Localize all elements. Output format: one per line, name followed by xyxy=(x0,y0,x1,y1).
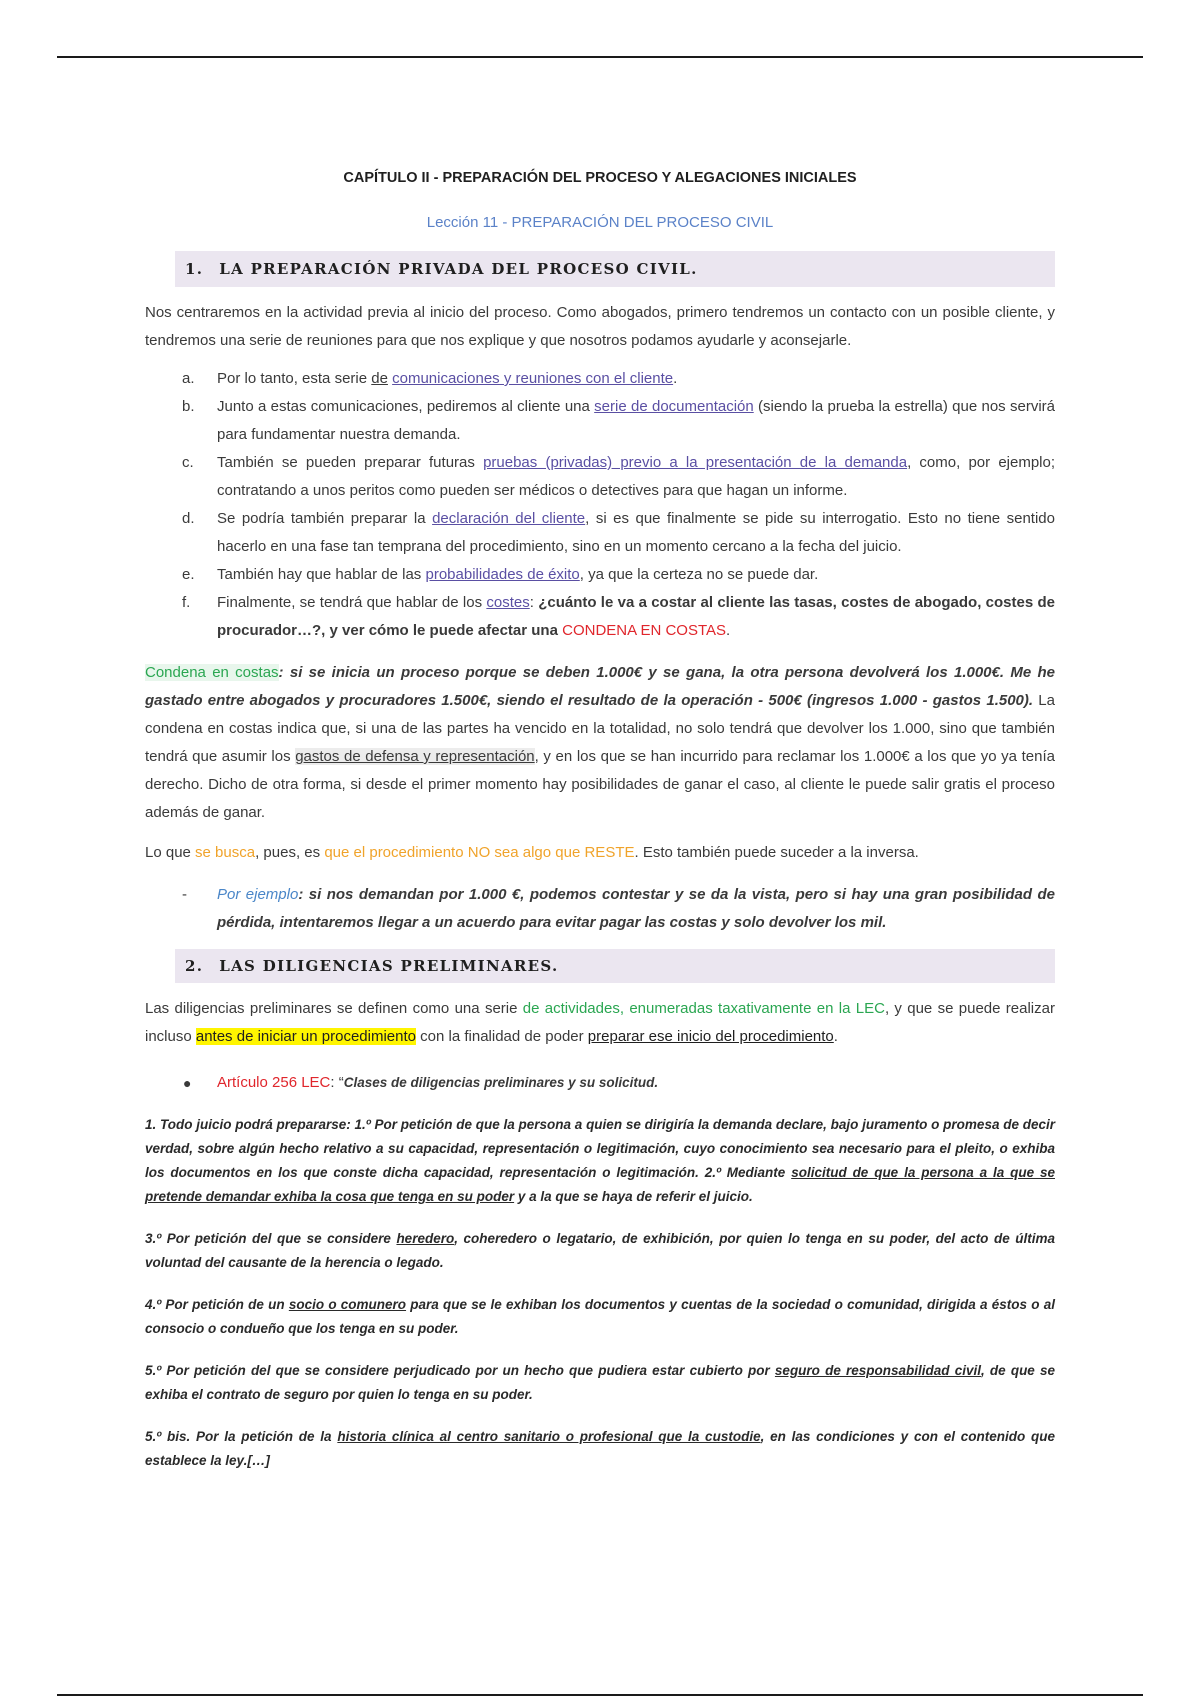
article-paragraph-5: 5.º Por petición del que se considere perjudicado por un hecho que pudiera estar cubierto por seguro de responsabilidad civil, de que se exhiba el contrato de seguro por quien lo tenga en su poder. xyxy=(145,1363,1056,1402)
article-paragraph-5bis: 5.º bis. Por la petición de la historia clínica al centro sanitario o profesional que la custodie, en las condiciones y con el contenido que establece la ley.[…] xyxy=(145,1429,1055,1468)
link-probabilidades: probabilidades de éxito xyxy=(425,566,580,583)
gastos-highlight: gastos de defensa y representación xyxy=(295,748,535,765)
example-label: Por ejemplo xyxy=(217,886,299,903)
list-item-a: a. Por lo tanto, esta serie de comunicaciones y reuniones con el cliente. xyxy=(182,370,678,387)
list-item-b: b. Junto a estas comunicaciones, pediremos al cliente una serie de documentación (siendo la prueba la estrella) que nos servirá para fundamentar nuestra demanda. xyxy=(182,398,1055,443)
link-documentacion: serie de documentación xyxy=(594,398,754,415)
top-rule xyxy=(57,56,1143,58)
article-256-label: Artículo 256 LEC xyxy=(217,1074,331,1091)
section-1-intro: Nos centraremos en la actividad previa al inicio del proceso. Como abogados, primero tendremos un contacto con un posible cliente, y tendremos una serie de reuniones para que nos explique y que nosotros podamos ayudarle y aconsejarle. xyxy=(145,304,1055,349)
section-2-heading xyxy=(175,949,1055,983)
busca-paragraph: Lo que se busca, pues, es que el procedimiento NO sea algo que RESTE. Esto también puede suceder a la inversa. xyxy=(145,844,919,861)
section-1-heading xyxy=(175,251,1055,287)
list-item-c: c. También se pueden preparar futuras pruebas (privadas) previo a la presentación de la demanda, como, por ejemplo; contratando a unos peritos como pueden ser médicos o detectives para que hagan un informe. xyxy=(182,454,1056,499)
section-2-title: LAS DILIGENCIAS PRELIMINARES. xyxy=(219,957,559,975)
condena-label: Condena en costas xyxy=(145,664,279,681)
condena-paragraph: Condena en costas: si se inicia un proceso porque se deben 1.000€ y se gana, la otra persona devolverá los 1.000€. Me he gastado entre abogados y procuradores 1.500€, siendo el resultado de la operación - 500€ (ingresos 1.000 - gastos 1.500). La condena en costas indica que, si una de las partes ha vencido en la totalidad, no solo tendrá que devolver los 1.000, sino que también tendrá que asumir los gastos de defensa y representación, y en los que se han incurrido para reclamar los 1.000€ a los que yo ya tenía derecho. Dicho de otra forma, si desde el primer momento hay posibilidades de ganar el caso, al cliente le puede salir gratis el proceso además de ganar. xyxy=(145,664,1056,821)
chapter-title: CAPÍTULO II - PREPARACIÓN DEL PROCESO Y ALEGACIONES INICIALES xyxy=(343,170,857,186)
link-costes: costes xyxy=(486,594,530,611)
bottom-rule xyxy=(57,1694,1143,1696)
section-1-number: 1. xyxy=(185,260,204,278)
list-item-f: f. Finalmente, se tendrá que hablar de los costes: ¿cuánto le va a costar al cliente las tasas, costes de abogado, costes de procurador…?, y ver cómo le puede afectar una CONDENA EN COSTAS. xyxy=(182,594,1055,639)
article-paragraph-3: 3.º Por petición del que se considere heredero, coheredero o legatario, de exhibición, por quien lo tenga en su poder, del acto de última voluntad del causante de la herencia o legado. xyxy=(145,1231,1055,1270)
section-2-number: 2. xyxy=(185,957,204,975)
article-256-bullet: ● Artículo 256 LEC: “Clases de diligencias preliminares y su solicitud. xyxy=(183,1074,659,1091)
link-declaracion: declaración del cliente xyxy=(432,510,586,527)
condena-en-costas-label: CONDENA EN COSTAS xyxy=(562,622,727,639)
list-item-d: d. Se podría también preparar la declaración del cliente, si es que finalmente se pide su interrogatio. Esto no tiene sentido hacerlo en una fase tan temprana del procedimiento, sino en un momento cercano a la fecha del juicio. xyxy=(182,510,1055,555)
preparation-list xyxy=(145,365,1055,645)
link-pruebas: pruebas (privadas) previo a la presentación de la demanda xyxy=(483,454,908,471)
article-paragraph-4: 4.º Por petición de un socio o comunero para que se le exhiban los documentos y cuentas de la sociedad o comunidad, dirigida a éstos o al consocio o condueño que los tenga en su poder. xyxy=(145,1297,1055,1336)
section-2-intro: Las diligencias preliminares se definen como una serie de actividades, enumeradas taxativamente en la LEC, y que se puede realizar incluso antes de iniciar un procedimiento con la finalidad de poder preparar ese inicio del procedimiento. xyxy=(145,1000,1055,1045)
list-item-e: e. También hay que hablar de las probabilidades de éxito, ya que la certeza no se puede dar. xyxy=(182,566,819,583)
lesson-title: Lección 11 - PREPARACIÓN DEL PROCESO CIVIL xyxy=(426,214,774,231)
article-paragraph-1: 1. Todo juicio podrá prepararse: 1.º Por petición de que la persona a quien se dirigiría la demanda declare, bajo juramento o promesa de decir verdad, sobre algún hecho relativo a su capacidad, representación o legitimación, cuyo conocimiento sea necesario para el pleito, o exhiba los documentos en los que conste dicha capacidad, representación o legitimación. 2.º Mediante solicitud de que la persona a la que se pretende demandar exhiba la cosa que tenga en su poder y a la que se haya de referir el juicio. xyxy=(145,1117,1055,1204)
section-1-title: LA PREPARACIÓN PRIVADA DEL PROCESO CIVIL. xyxy=(219,260,698,278)
link-comunicaciones: comunicaciones y reuniones con el cliente xyxy=(392,370,674,387)
example-item: - Por ejemplo: si nos demandan por 1.000 €, podemos contestar y se da la vista, pero si hay una gran posibilidad de pérdida, intentaremos llegar a un acuerdo para evitar pagar las costas y solo devolver los mil. xyxy=(182,886,1055,931)
document-page xyxy=(145,160,1055,1473)
yellow-highlight: antes de iniciar un procedimiento xyxy=(195,1028,416,1045)
